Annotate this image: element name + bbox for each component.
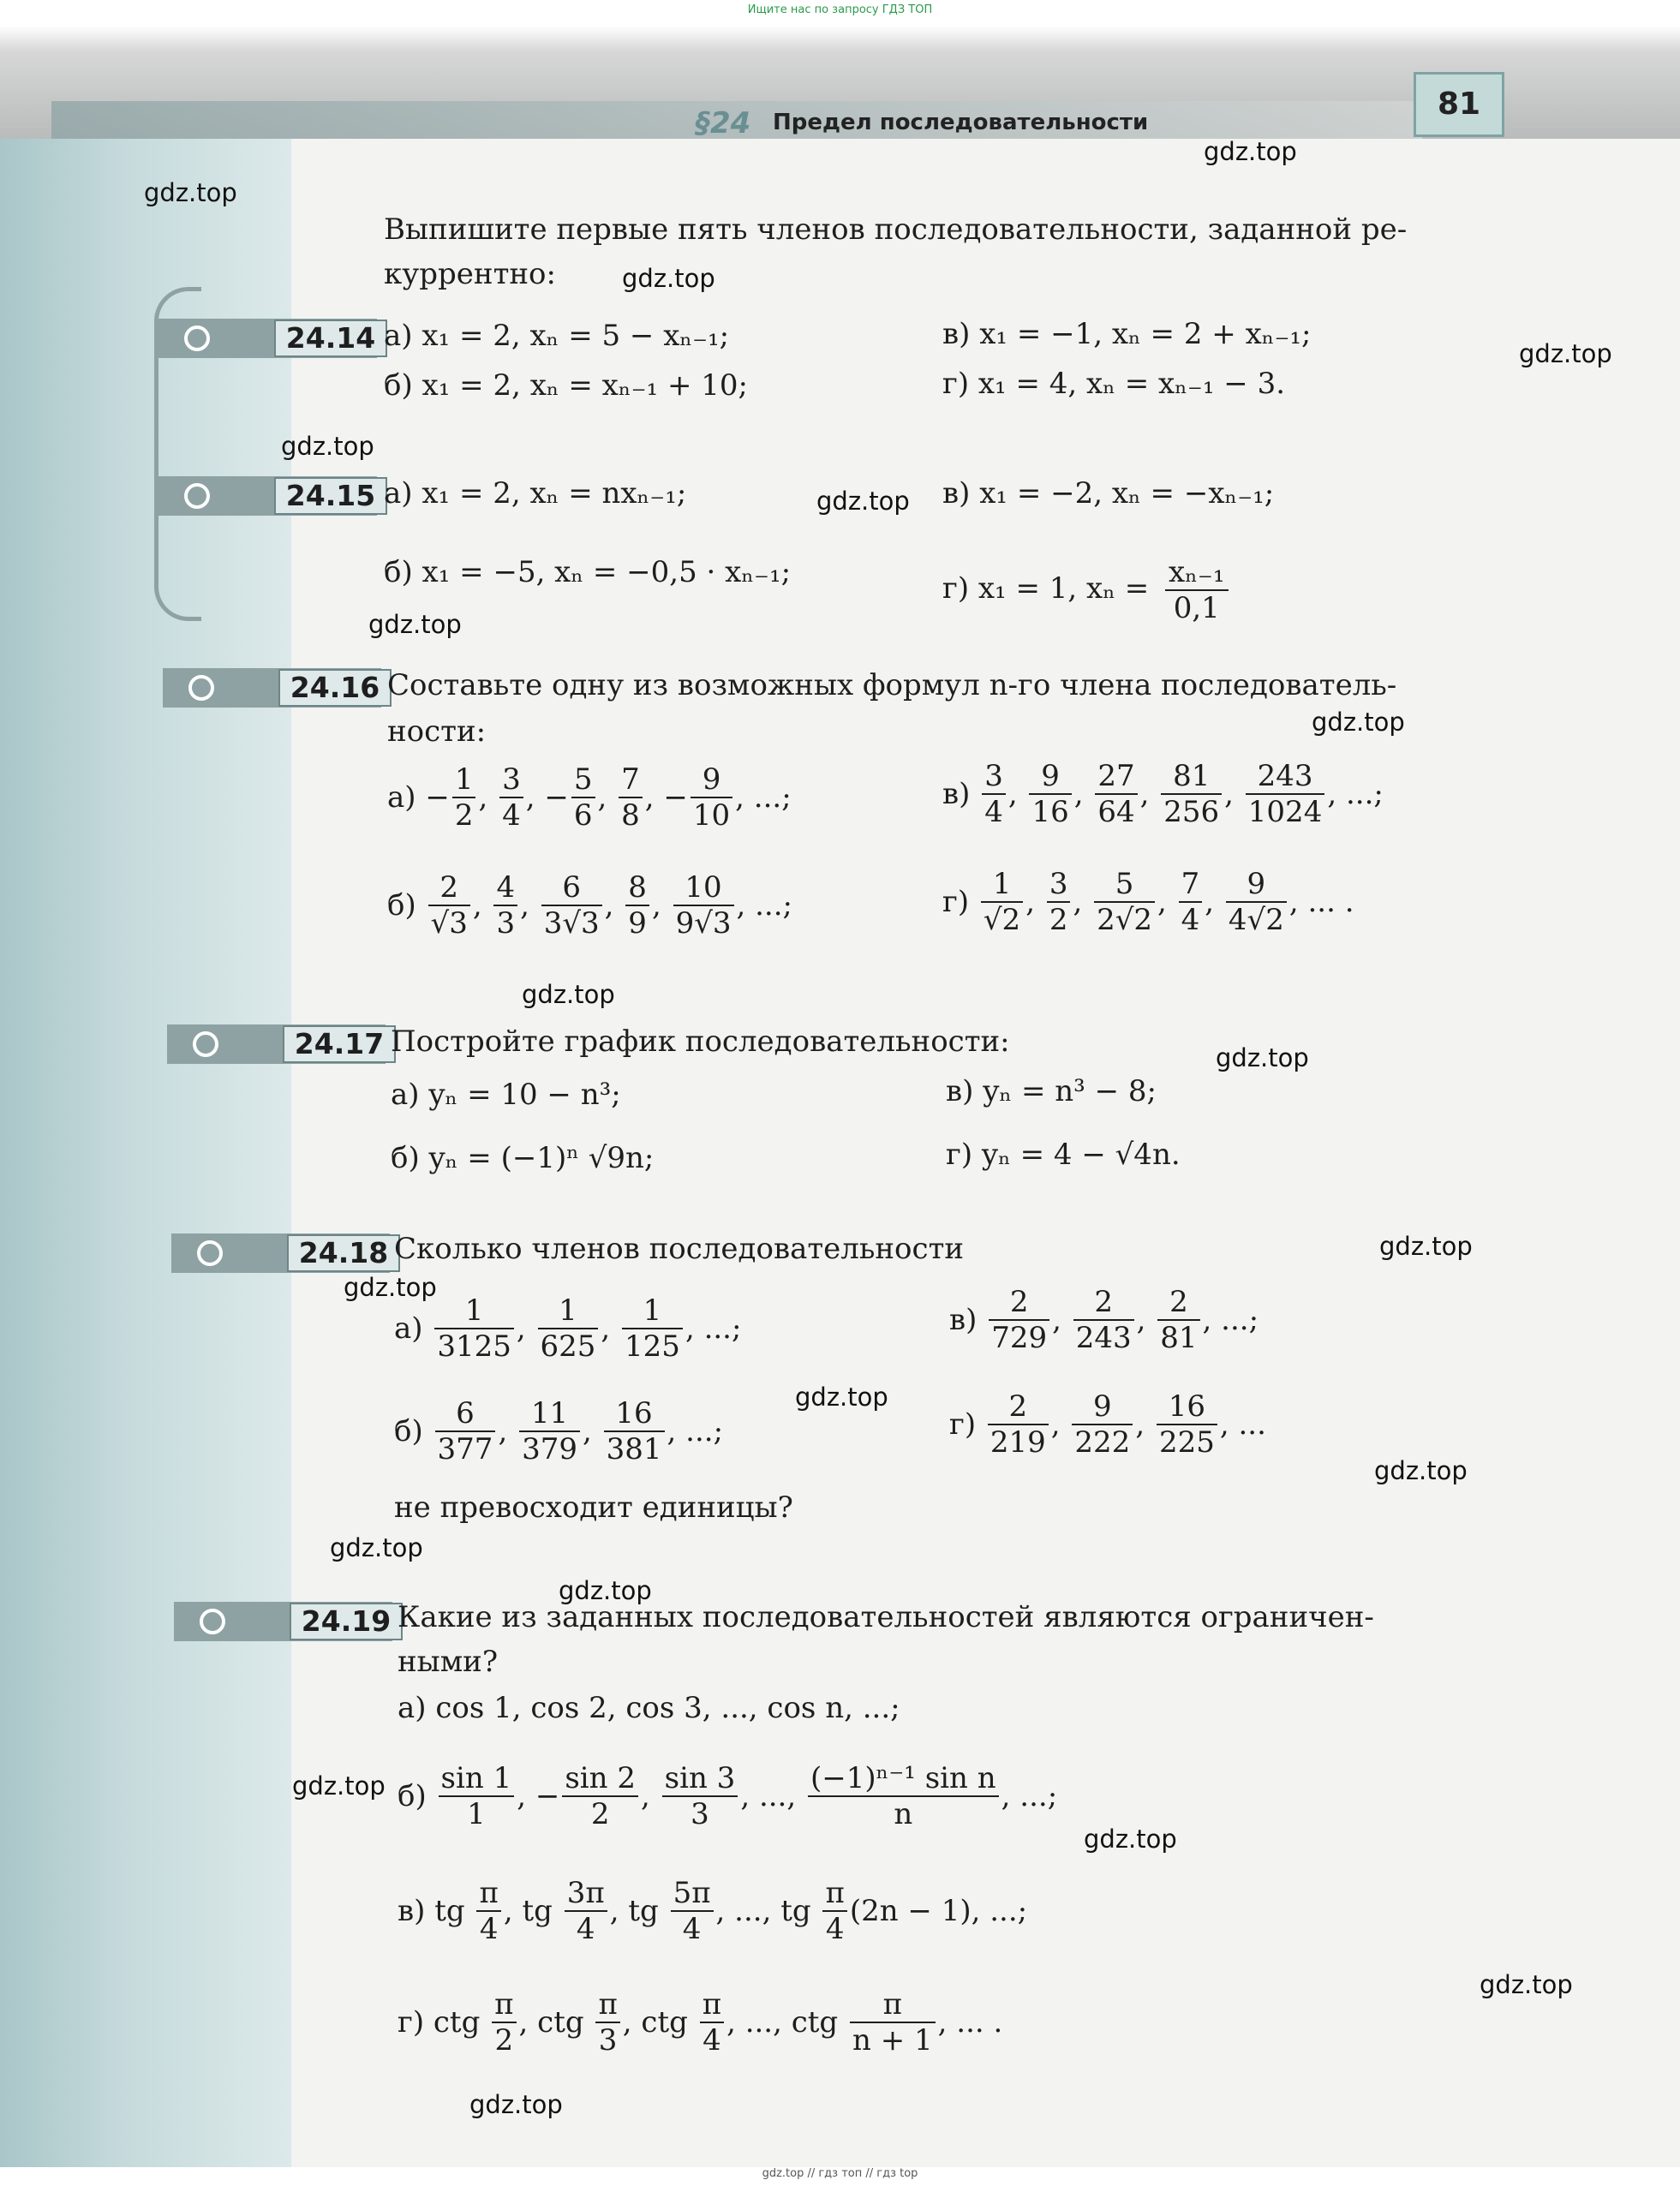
separator: , [472, 888, 492, 923]
fraction-denominator: 6 [573, 798, 593, 833]
fraction [1165, 555, 1228, 625]
fraction-numerator: 1 [434, 1293, 514, 1329]
fraction [541, 870, 602, 941]
fraction-numerator: 3 [982, 759, 1006, 795]
sequence-tail: ... [1238, 1407, 1266, 1442]
ex16-v [942, 759, 1384, 829]
ex18-a [394, 1293, 741, 1364]
ellipsis: ..., ctg [744, 2005, 848, 2040]
ex18-tail: не превосходит единицы? [394, 1490, 793, 1525]
fraction-numerator: 6 [541, 870, 602, 906]
fraction-denominator: 219 [989, 1425, 1046, 1460]
separator: , [520, 888, 539, 923]
term-prefix: ctg [537, 2005, 594, 2040]
top-watermark: Ищите нас по запросу ГДЗ ТОП [747, 3, 933, 16]
ex18-text: Сколько членов последовательности [394, 1232, 965, 1266]
fraction [452, 762, 476, 833]
fraction-denominator: 3 [691, 1797, 709, 1831]
fraction-denominator: 3√3 [543, 906, 600, 941]
fraction [691, 762, 732, 833]
exercise-badge [171, 1233, 390, 1273]
fraction [808, 1761, 999, 1831]
fraction-numerator: 3 [499, 762, 523, 798]
watermark: gdz.top [622, 264, 715, 293]
ex16-text-2: ности: [387, 714, 487, 749]
ex17-b: б) yₙ = (−1)ⁿ √9n; [391, 1141, 655, 1175]
sequence-tail: ...; [753, 780, 792, 815]
item-label: б) [398, 1779, 436, 1813]
circle-icon [188, 675, 214, 701]
ex18-g [949, 1389, 1266, 1460]
sequence-tail: (2n − 1), ...; [849, 1894, 1028, 1928]
watermark: gdz.top [344, 1273, 437, 1302]
fraction-numerator: 16 [604, 1396, 665, 1432]
ex19-v [398, 1876, 1027, 1946]
fraction [1047, 867, 1071, 937]
fraction-denominator: 625 [540, 1329, 596, 1364]
fraction-numerator: 2 [1073, 1285, 1134, 1321]
fraction-numerator: sin 1 [439, 1761, 515, 1797]
separator: , [498, 1414, 517, 1448]
ex19-text-2: ными? [398, 1645, 499, 1679]
separator: , [518, 2005, 538, 2040]
fraction-numerator: 5π [671, 1876, 714, 1912]
term-prefix: − [535, 1779, 560, 1813]
separator: , [1136, 1303, 1156, 1337]
separator: , [1202, 1303, 1222, 1337]
ex15-a: а) x₁ = 2, xₙ = nxₙ₋₁; [384, 476, 687, 511]
fraction [989, 1285, 1049, 1355]
fraction-numerator: 4 [493, 870, 517, 906]
fraction [988, 1389, 1049, 1460]
fraction-denominator: 81 [1160, 1321, 1198, 1355]
watermark: gdz.top [281, 432, 374, 461]
fraction-numerator: 5 [571, 762, 595, 798]
ex19-text-1: Какие из заданных последовательностей являются ограничен- [398, 1600, 1374, 1634]
sequence-tail: ...; [1221, 1303, 1259, 1337]
term-prefix: − [663, 780, 688, 815]
fraction-numerator: 2 [988, 1389, 1049, 1425]
fraction-denominator: 4 [1181, 903, 1200, 937]
item-label: а) [394, 1311, 433, 1346]
exercise-number: 24.17 [283, 1025, 396, 1063]
fraction [562, 1761, 638, 1831]
watermark: gdz.top [1519, 339, 1612, 368]
fraction [428, 870, 470, 941]
ex14-g: г) x₁ = 4, xₙ = xₙ₋₁ − 3. [942, 367, 1286, 401]
separator: , [715, 1894, 735, 1928]
ex16-g [942, 867, 1354, 937]
ex17-a: а) yₙ = 10 − n³; [391, 1078, 621, 1112]
fraction-denominator: 16 [1031, 795, 1069, 829]
separator: , [735, 780, 754, 815]
separator: , [1288, 885, 1308, 919]
fraction-denominator: 4 [984, 795, 1003, 829]
fraction [673, 870, 734, 941]
fraction-numerator: π [476, 1876, 500, 1912]
fraction-numerator: π [492, 1987, 516, 2023]
exercise-badge [158, 476, 377, 516]
item-label: г) [398, 2005, 433, 2040]
ex17-v: в) yₙ = n³ − 8; [946, 1074, 1157, 1108]
watermark: gdz.top [1216, 1043, 1309, 1072]
fraction-numerator: sin 2 [562, 1761, 638, 1797]
fraction [1179, 867, 1203, 937]
watermark: gdz.top [1312, 708, 1405, 737]
separator: , [1219, 1407, 1239, 1442]
exercise-badge [158, 319, 377, 358]
fraction [434, 1293, 514, 1364]
separator: , [685, 1311, 704, 1346]
ex18-b [394, 1396, 723, 1466]
ex19-g [398, 1987, 1002, 2058]
intro-line-2: куррентно: [384, 257, 556, 291]
fraction-denominator: 2√2 [1097, 903, 1153, 937]
separator: , [736, 888, 756, 923]
fraction-numerator: π [595, 1987, 619, 2023]
ex14-v: в) x₁ = −1, xₙ = 2 + xₙ₋₁; [942, 317, 1312, 351]
fraction-denominator: 381 [606, 1432, 662, 1466]
fraction-numerator: sin 3 [662, 1761, 738, 1797]
fraction-numerator: 81 [1161, 759, 1222, 795]
separator: , [1139, 777, 1159, 811]
fraction-denominator: 2 [1049, 903, 1068, 937]
fraction-denominator: 9√3 [675, 906, 732, 941]
watermark: gdz.top [368, 610, 462, 639]
fraction-denominator: 256 [1163, 795, 1220, 829]
fraction [619, 762, 643, 833]
separator: , [503, 1894, 523, 1928]
fraction-numerator: 8 [625, 870, 649, 906]
fraction-numerator: 5 [1094, 867, 1155, 903]
watermark: gdz.top [1374, 1456, 1468, 1485]
separator: , [609, 1894, 629, 1928]
term-prefix: ctg [641, 2005, 697, 2040]
fraction [625, 870, 649, 941]
fraction [700, 1987, 724, 2058]
fraction-denominator: 243 [1075, 1321, 1132, 1355]
separator: , [1157, 885, 1176, 919]
separator: , [622, 2005, 642, 2040]
watermark: gdz.top [144, 178, 237, 207]
fraction-numerator: 2 [989, 1285, 1049, 1321]
fraction-denominator: 4 [479, 1912, 499, 1946]
fraction-numerator: 1 [622, 1293, 683, 1329]
fraction [476, 1876, 500, 1946]
fraction-denominator: 2 [494, 2023, 514, 2058]
separator: , [644, 780, 664, 815]
fraction [1246, 759, 1325, 829]
separator: , [582, 1414, 601, 1448]
fraction-numerator: 1 [538, 1293, 599, 1329]
watermark: gdz.top [1204, 137, 1297, 166]
watermark: gdz.top [816, 487, 910, 516]
separator: , [1327, 777, 1346, 811]
fraction-numerator: π [700, 1987, 724, 2023]
footer-watermark: gdz.top // гдз топ // гдз top [762, 2167, 918, 2180]
fraction-denominator: 222 [1074, 1425, 1131, 1460]
section-number: §24 [696, 106, 751, 140]
ex19-b [398, 1761, 1057, 1831]
term-prefix: tg [522, 1894, 562, 1928]
fraction-denominator: 4 [702, 2023, 721, 2058]
fraction-numerator: 7 [619, 762, 643, 798]
fraction [1226, 867, 1287, 937]
fraction-numerator: 1 [981, 867, 1023, 903]
ex14-a: а) x₁ = 2, xₙ = 5 − xₙ₋₁; [384, 319, 730, 353]
separator: , [597, 780, 617, 815]
fraction-numerator: 7 [1179, 867, 1203, 903]
fraction-numerator: 2 [428, 870, 470, 906]
circle-icon [200, 1609, 225, 1634]
separator: , [1025, 885, 1044, 919]
ellipsis: ..., tg [734, 1894, 821, 1928]
fraction-denominator: 4 [825, 1912, 845, 1946]
sequence-tail: ...; [755, 888, 793, 923]
separator: , [667, 1414, 686, 1448]
fraction [492, 1987, 516, 2058]
fraction [493, 870, 517, 941]
fraction-denominator: 1 [467, 1797, 486, 1831]
fraction [1095, 759, 1137, 829]
fraction [499, 762, 523, 833]
fraction-denominator: 377 [437, 1432, 493, 1466]
fraction-numerator: π [822, 1876, 846, 1912]
fraction-denominator: 379 [522, 1432, 577, 1466]
separator: , [1224, 777, 1243, 811]
term-prefix: ctg [433, 2005, 490, 2040]
sequence-tail: ... . [1307, 885, 1354, 919]
fraction [1157, 1389, 1217, 1460]
fraction-denominator: 4√2 [1228, 903, 1284, 937]
fraction-numerator: 9 [1072, 1389, 1133, 1425]
fraction [662, 1761, 738, 1831]
exercise-number: 24.15 [274, 477, 387, 515]
fraction [1073, 1285, 1134, 1355]
fraction-numerator: 3 [1047, 867, 1071, 903]
ex17-g: г) yₙ = 4 − √4n. [946, 1138, 1181, 1172]
ex19-a: а) cos 1, cos 2, cos 3, ..., cos n, ...; [398, 1691, 900, 1725]
fraction [981, 867, 1023, 937]
separator: , [1073, 885, 1092, 919]
fraction-denominator: 225 [1158, 1425, 1215, 1460]
fraction [595, 1987, 619, 2058]
fraction [435, 1396, 496, 1466]
exercise-number: 24.19 [290, 1603, 403, 1640]
fraction [1072, 1389, 1133, 1460]
fraction-denominator: n + 1 [852, 2023, 933, 2058]
fraction-numerator: 6 [435, 1396, 496, 1432]
fraction [1161, 759, 1222, 829]
sequence-tail: , ...; [1001, 1779, 1058, 1813]
fraction-numerator: 11 [519, 1396, 580, 1432]
term-prefix: − [544, 780, 569, 815]
exercise-number: 24.16 [278, 669, 392, 707]
sequence-tail: ...; [703, 1311, 742, 1346]
fraction-denominator: 9 [628, 906, 647, 941]
ex15-v: в) x₁ = −2, xₙ = −xₙ₋₁; [942, 476, 1275, 511]
fraction-denominator: 3 [496, 906, 516, 941]
fraction [1157, 1285, 1199, 1355]
fraction-denominator: 125 [625, 1329, 680, 1364]
fraction-denominator: 8 [621, 798, 640, 833]
item-label: г) [949, 1407, 985, 1442]
fraction-numerator: (−1)ⁿ⁻¹ sin n [808, 1761, 999, 1797]
fraction [571, 762, 595, 833]
fraction-denominator: 64 [1097, 795, 1135, 829]
fraction-denominator: 729 [991, 1321, 1048, 1355]
fraction-denominator: n [894, 1797, 913, 1831]
watermark: gdz.top [292, 1771, 386, 1801]
term-prefix: tg [434, 1894, 475, 1928]
exercise-number: 24.14 [274, 320, 387, 357]
fraction [982, 759, 1006, 829]
circle-icon [184, 483, 210, 509]
separator: , [516, 1311, 535, 1346]
sequence-tail: ...; [1345, 777, 1384, 811]
separator: , [1050, 1407, 1070, 1442]
fraction-numerator: 10 [673, 870, 734, 906]
exercise-number: 24.18 [287, 1234, 400, 1272]
term-prefix: tg [628, 1894, 668, 1928]
fraction [671, 1876, 714, 1946]
fraction [622, 1293, 683, 1364]
sidebar-stripe [0, 137, 291, 2167]
fraction [538, 1293, 599, 1364]
separator: , [1073, 777, 1093, 811]
ex18-v [949, 1285, 1259, 1355]
separator: , [726, 2005, 745, 2040]
fraction-denominator: 10 [692, 798, 731, 833]
fraction [822, 1876, 846, 1946]
fraction-denominator: √3 [430, 906, 468, 941]
exercise-badge [163, 668, 381, 708]
fraction-numerator: 3π [565, 1876, 607, 1912]
separator: , [740, 1779, 759, 1813]
fraction [565, 1876, 607, 1946]
item-label: г) [942, 885, 978, 919]
fraction-denominator: 3 [598, 2023, 618, 2058]
fraction-denominator: 3125 [437, 1329, 511, 1364]
fraction [850, 1987, 936, 2058]
fraction-numerator: 27 [1095, 759, 1137, 795]
fraction-numerator: 1 [452, 762, 476, 798]
ex16-text-1: Составьте одну из возможных формул n-го члена последователь- [387, 668, 1397, 702]
item-label: в) [942, 777, 980, 811]
separator: , [604, 888, 624, 923]
item-label: в) [949, 1303, 987, 1337]
intro-line-1: Выпишите первые пять членов последовательности, заданной ре- [384, 212, 1408, 247]
fraction-denominator: 2 [454, 798, 474, 833]
fraction [1029, 759, 1071, 829]
fraction-numerator: 243 [1246, 759, 1325, 795]
fraction [519, 1396, 580, 1466]
watermark: gdz.top [469, 2090, 563, 2119]
separator: , [525, 780, 545, 815]
fraction-denominator: 4 [682, 1912, 702, 1946]
fraction-numerator: 16 [1157, 1389, 1217, 1425]
ex17-text: Постройте график последовательности: [391, 1024, 1010, 1059]
item-label: а) [387, 780, 426, 815]
fraction-numerator: π [850, 1987, 936, 2023]
circle-icon [197, 1240, 223, 1266]
separator: , [651, 888, 671, 923]
watermark: gdz.top [1480, 1970, 1573, 1999]
separator: , [1205, 885, 1223, 919]
circle-icon [184, 326, 210, 351]
fraction-numerator: 9 [691, 762, 732, 798]
fraction-numerator: 9 [1029, 759, 1071, 795]
watermark: gdz.top [795, 1383, 888, 1412]
ex14-b: б) x₁ = 2, xₙ = xₙ₋₁ + 10; [384, 368, 748, 403]
fraction-denominator: 4 [502, 798, 521, 833]
exercise-badge [174, 1602, 392, 1641]
separator: , [1135, 1407, 1154, 1442]
watermark: gdz.top [1084, 1825, 1177, 1854]
ex16-b [387, 870, 792, 941]
watermark: gdz.top [559, 1576, 652, 1605]
fraction [1094, 867, 1155, 937]
exercise-badge [167, 1024, 386, 1064]
term-prefix: − [425, 780, 450, 815]
fraction-numerator: 2 [1157, 1285, 1199, 1321]
ex15-b: б) x₁ = −5, xₙ = −0,5 · xₙ₋₁; [384, 555, 792, 589]
page-number: 81 [1414, 72, 1504, 137]
fraction-denominator: 4 [576, 1912, 595, 1946]
item-label: б) [387, 888, 426, 923]
fraction-denominator: √2 [983, 903, 1021, 937]
separator: , [517, 1779, 535, 1813]
watermark: gdz.top [1379, 1232, 1473, 1261]
fraction-numerator: xₙ₋₁ [1165, 555, 1228, 591]
section-title: Предел последовательности [773, 110, 1149, 135]
separator: , [1052, 1303, 1071, 1337]
item-label: б) [394, 1414, 433, 1448]
watermark: gdz.top [330, 1533, 423, 1562]
circle-icon [193, 1031, 218, 1057]
separator: , [1007, 777, 1027, 811]
separator: , [478, 780, 498, 815]
watermark: gdz.top [522, 980, 615, 1009]
separator: , [641, 1779, 660, 1813]
item-label: в) [398, 1894, 435, 1928]
ex15-g [942, 555, 1229, 625]
ellipsis: ..., [758, 1779, 805, 1813]
fraction [604, 1396, 665, 1466]
fraction-denominator: 2 [590, 1797, 610, 1831]
fraction [439, 1761, 515, 1831]
fraction-denominator: 0,1 [1173, 591, 1220, 625]
ex16-a [387, 762, 792, 833]
ex15-g-prefix: г) x₁ = 1, xₙ = [942, 571, 1150, 606]
fraction-numerator: 9 [1226, 867, 1287, 903]
fraction-denominator: 1024 [1247, 795, 1323, 829]
separator: , [601, 1311, 620, 1346]
sequence-tail: ...; [685, 1414, 724, 1448]
sequence-tail: , ... . [937, 2005, 1003, 2040]
